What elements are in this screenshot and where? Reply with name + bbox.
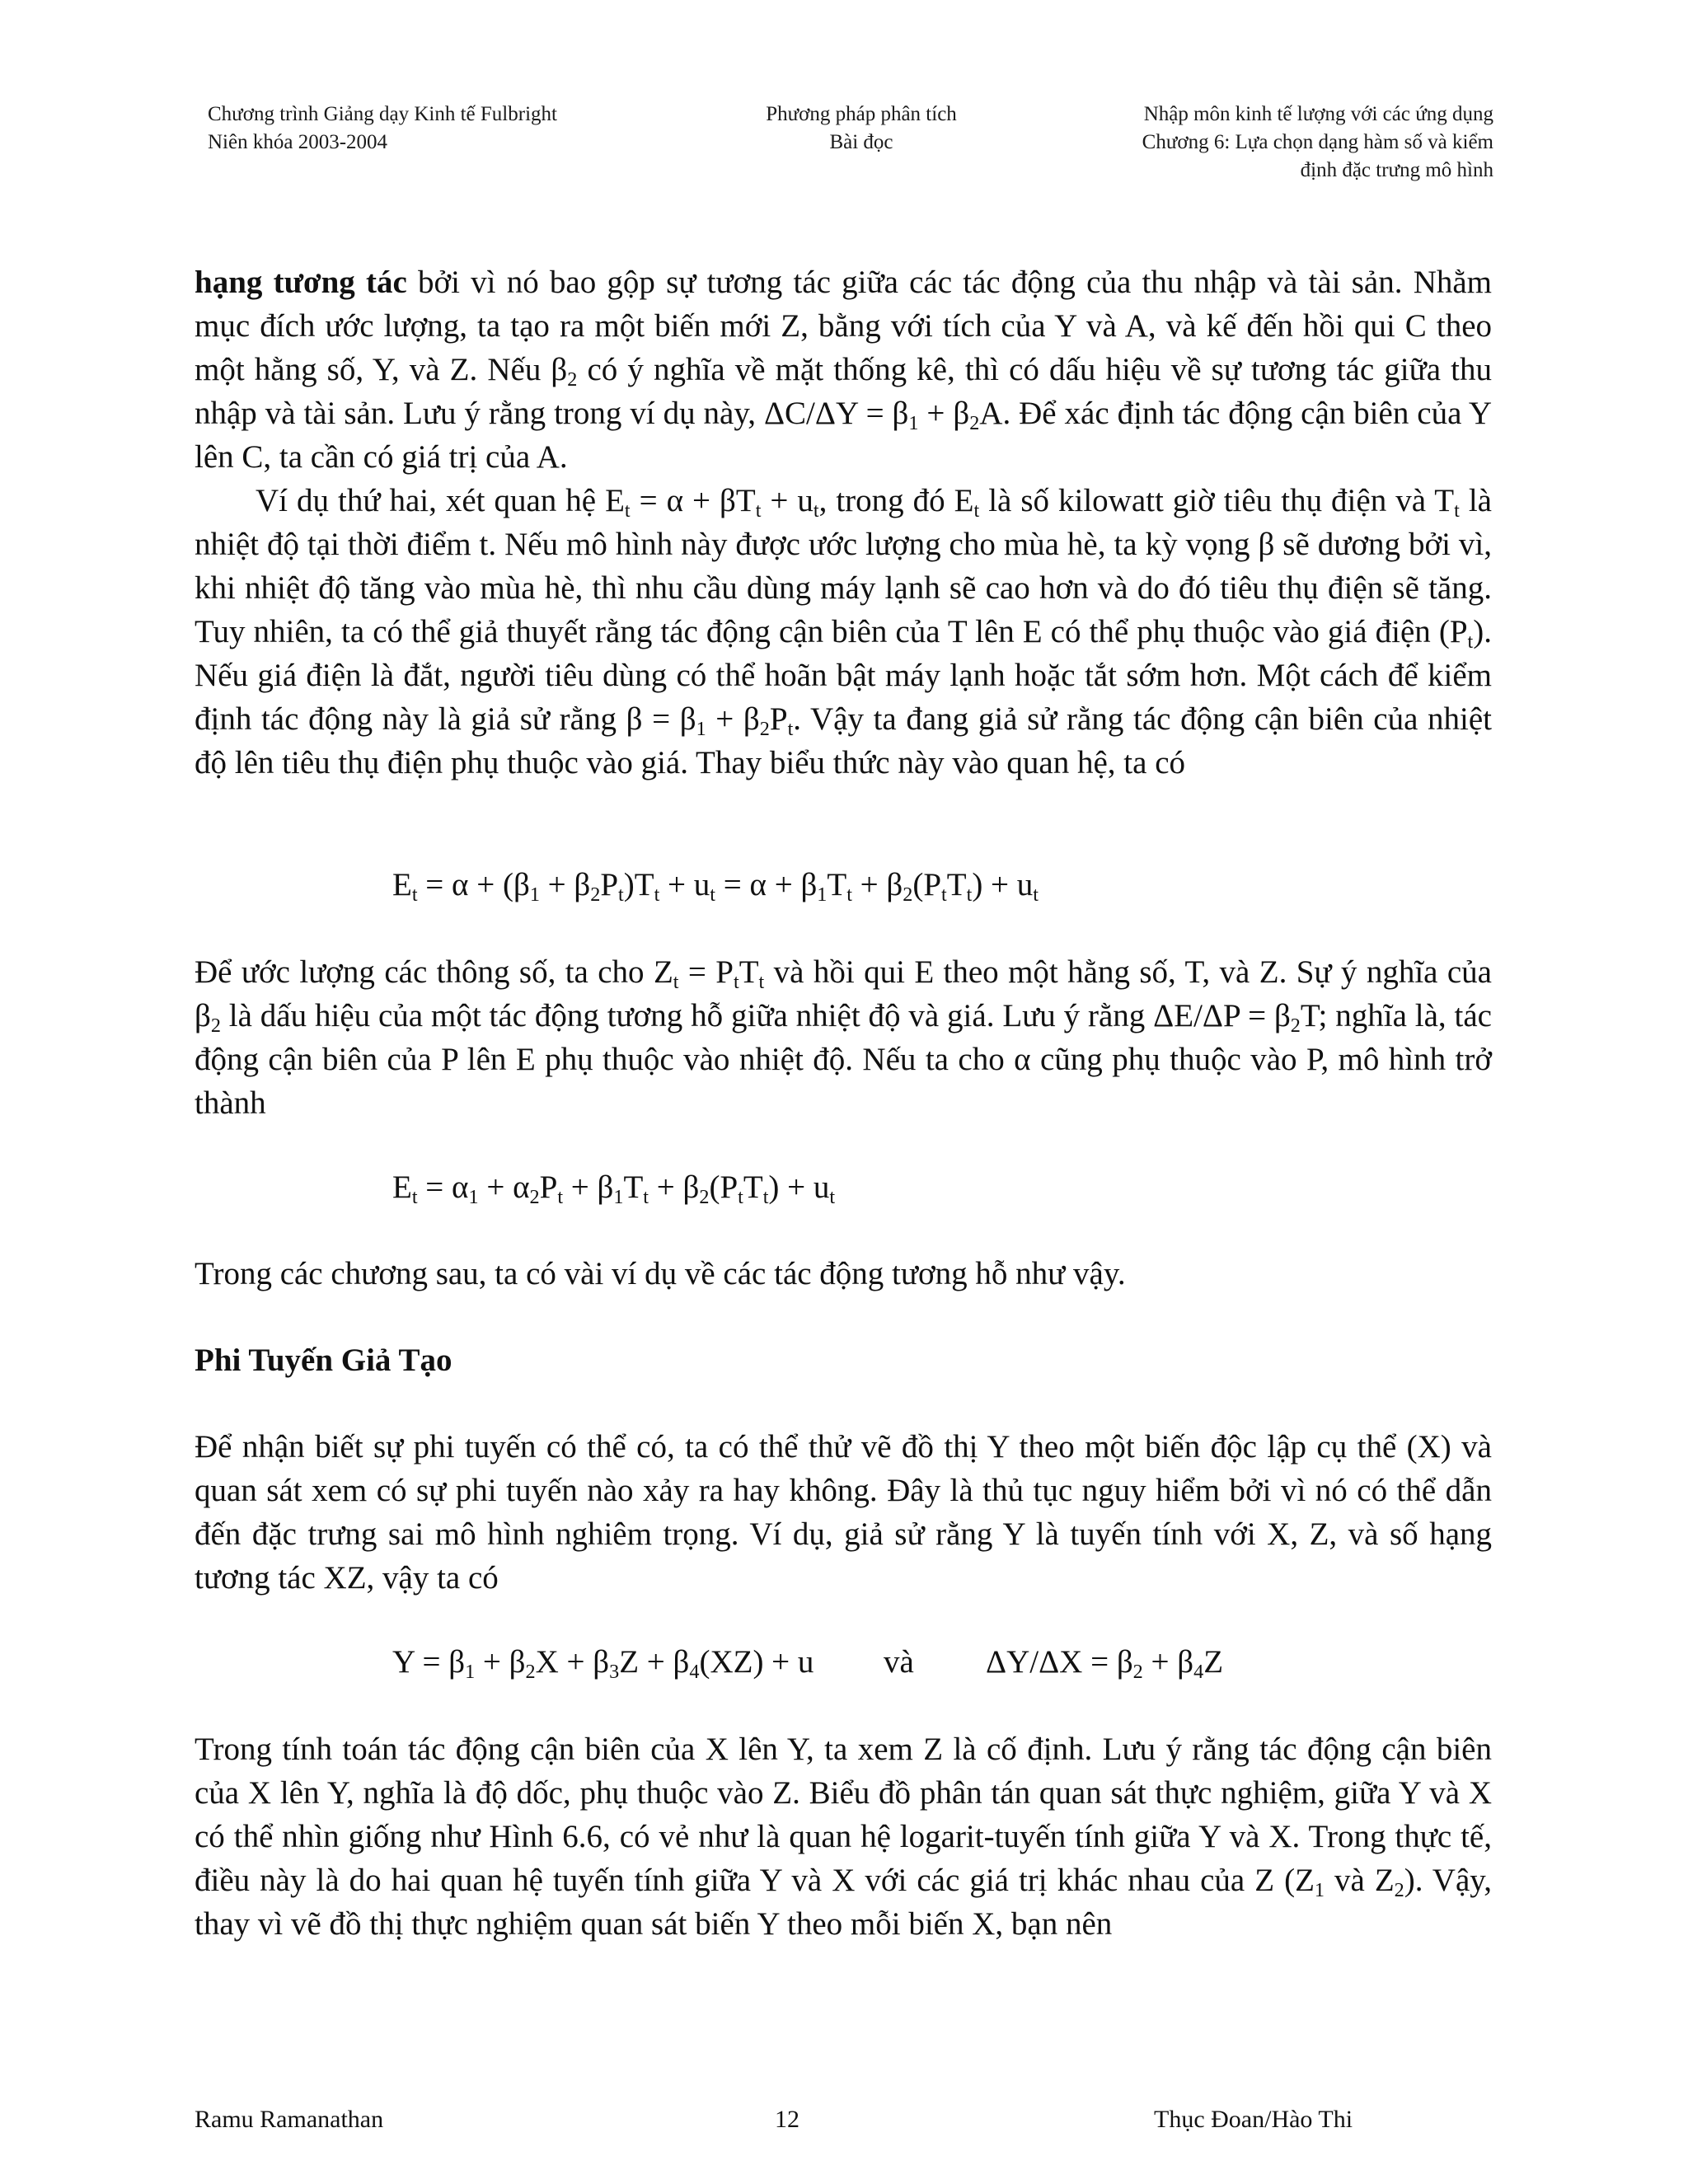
header-right [1142, 101, 1493, 185]
paragraph-4: Trong các chương sau, ta có vài ví dụ về các tác động tương hỗ như vậy. [195, 1256, 1126, 1291]
section-heading: Phi Tuyến Giả Tạo [195, 1343, 452, 1378]
bold-term: hạng tương tác [195, 265, 407, 300]
paragraph-1: hạng tương tác bởi vì nó bao gộp sự tương tác giữa các tác động của thu nhập và tài sản. Nhằm mục đích ước lượng, ta tạo ra một biến mới Z, bằng với tích của Y và A, và kế đến hồi qui C theo một hằng số, Y, và Z. Nếu $\beta_2$ có ý nghĩa về mặt thống kê, thì có dấu hiệu về sự tương tác giữa thu nhập và tài sản. Lưu ý rằng trong ví dụ này, $\Delta C/\Delta Y = \beta_1 + \beta_2A$. Để xác định tác động cận biên của Y lên C, ta cần có giá trị của A. [195, 265, 1493, 475]
book-title: Nhập môn kinh tế lượng với các ứng dụng [1143, 103, 1493, 125]
chapter-title-line1: Chương 6: Lựa chọn dạng hàm số và kiểm [1142, 131, 1493, 153]
paragraph-5: Để nhận biết sự phi tuyến có thể có, ta có thể thử vẽ đồ thị Y theo một biến độc lập cụ thể (X) và quan sát xem có sự phi tuyến nào xảy ra hay không. Đây là thủ tục nguy hiểm bởi vì nó có thể dẫn đến đặc trưng sai mô hình nghiêm trọng. Ví dụ, giả sử rằng Y là tuyến tính với X, Z, và số hạng tương tác XZ, vậy ta có [195, 1429, 1492, 1596]
footer-translators: Thục Đoan/Hào Thi [1154, 2106, 1353, 2133]
equation-1: $E_t = \alpha + (\beta_1 + \beta_2P_t)T_t + u_t = \alpha + \beta_1T_t + \beta_2(P_tT_t) + u_t$ [392, 867, 1039, 906]
header-left [208, 101, 557, 157]
paragraph-6: Trong tính toán tác động cận biên của X lên Y, ta xem Z là cố định. Lưu ý rằng tác động cận biên của X lên Y, nghĩa là độ dốc, phụ thuộc vào Z. Biểu đồ phân tán quan sát thực nghiệm, giữa Y và X có thể nhìn giống như Hình 6.6, có vẻ như là quan hệ logarit-tuyến tính giữa Y và X. Trong thực tế, điều này là do hai quan hệ tuyến tính giữa Y và X với các giá trị khác nhau của Z ($Z_1$ và $Z_2$). Vậy, thay vì vẽ đồ thị thực nghiệm quan sát biến Y theo mỗi biến X, bạn nên [195, 1732, 1492, 1942]
reading-label: Bài đọc [829, 131, 893, 153]
chapter-title-line2: định đặc trưng mô hình [1300, 159, 1493, 181]
footer-author: Ramu Ramanathan [195, 2106, 384, 2133]
body-block-2 [195, 950, 1492, 1125]
academic-year: Niên khóa 2003-2004 [208, 131, 388, 153]
paragraph-2: Ví dụ thứ hai, xét quan hệ $E_t = \alpha + \beta T_t + u_t$, trong đó $E_t$ là số kilowatt giờ tiêu thụ điện và $T_t$ là nhiệt độ tại thời điểm t. Nếu mô hình này được ước lượng cho mùa hè, ta kỳ vọng β sẽ dương bởi vì, khi nhiệt độ tăng vào mùa hè, thì nhu cầu dùng máy lạnh sẽ cao hơn và do đó tiêu thụ điện sẽ tăng. Tuy nhiên, ta có thể giả thuyết rằng tác động cận biên của T lên E có thể phụ thuộc vào giá điện $(P_t)$. Nếu giá điện là đắt, người tiêu dùng có thể hoãn bật máy lạnh hoặc tắt sớm hơn. Một cách để kiểm định tác động này là giả sử rằng $\beta = \beta_1 + \beta_2P_t$. Vậy ta đang giả sử rằng tác động cận biên của nhiệt độ lên tiêu thụ điện phụ thuộc vào giá. Thay biểu thức này vào quan hệ, ta có [195, 483, 1493, 780]
equation-3-conjunction: và [884, 1644, 914, 1680]
body-block-3 [195, 1252, 1492, 1296]
body-block-5 [195, 1727, 1492, 1946]
paragraph-3: Để ước lượng các thông số, ta cho $Z_t = P_tT_t$ và hồi qui E theo một hằng số, T, và Z. Sự ý nghĩa của $\beta_2$ là dấu hiệu của một tác động tương hỗ giữa nhiệt độ và giá. Lưu ý rằng $\Delta E/\Delta P = \beta_2T$; nghĩa là, tác động cận biên của P lên E phụ thuộc vào nhiệt độ. Nếu ta cho α cũng phụ thuộc vào P, mô hình trở thành [195, 954, 1492, 1121]
course-name: Phương pháp phân tích [766, 103, 957, 125]
equation-3: $Y = \beta_1 + \beta_2X + \beta_3Z + \beta_4(XZ) + u$ [392, 1644, 814, 1683]
equation-2: $E_t = \alpha_1 + \alpha_2P_t + \beta_1T_t + \beta_2(P_tT_t) + u_t$ [392, 1169, 836, 1208]
body-block-4 [195, 1425, 1492, 1600]
body-block-1 [195, 260, 1492, 785]
equation-3-derivative: $\Delta Y/\Delta X = \beta_2 + \beta_4Z$ [986, 1644, 1224, 1683]
page-number: 12 [775, 2106, 799, 2133]
header-center [742, 101, 981, 157]
program-name: Chương trình Giảng dạy Kinh tế Fulbright [208, 103, 557, 125]
